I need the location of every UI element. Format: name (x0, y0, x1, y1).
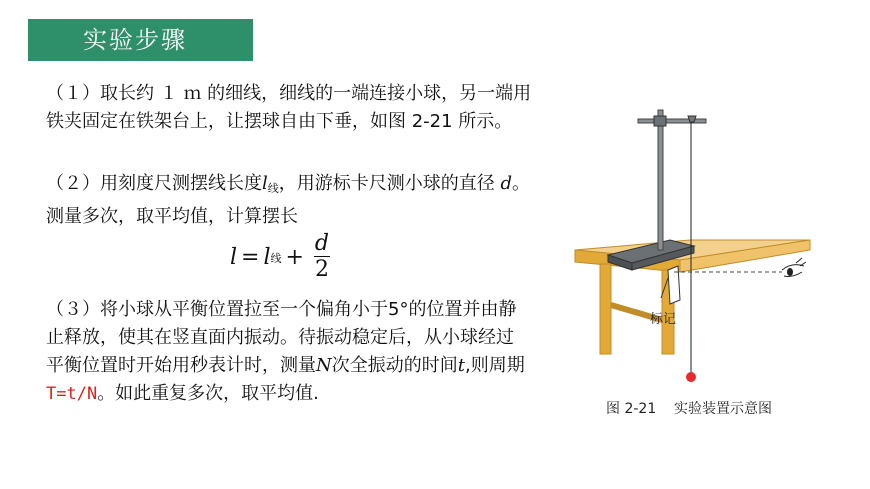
step-3-part-a: （３）将小球从平衡位置拉至一个偏角小于5°的位置并由静止释放，使其在竖直面内振动。待振动稳定后，从小球经过平衡位置时开始用秒表计时，测量 (46, 299, 517, 376)
eye-icon (782, 258, 806, 277)
step-3-text (46, 296, 526, 408)
stand-arm (638, 119, 706, 123)
formula-equals: = (241, 245, 260, 270)
formula-plus: + (285, 245, 304, 270)
table-leg-left (600, 264, 611, 354)
step-3-part-c: ,则周期 (464, 355, 525, 376)
formula-denominator: 2 (314, 257, 329, 282)
step-1-text: （１）取长约 １ ｍ 的细线，细线的一端连接小球，另一端用铁夹固定在铁架台上，让摆球自由下垂，如图 2-21 所示。 (46, 83, 532, 132)
formula-lhs: l (230, 245, 238, 270)
section-title: 实验步骤 (83, 26, 187, 54)
stand-rod (658, 110, 663, 250)
step-2-part-a: （２）用刻度尺测摆线长度 (46, 173, 262, 194)
mark-label: 标记 (650, 312, 677, 327)
pendulum-apparatus-figure (570, 100, 820, 400)
figure-caption: 图 2-21 实验装置示意图 (606, 401, 773, 417)
step-2-text (46, 170, 546, 231)
step-3-period-formula: T=t/N (46, 384, 98, 404)
formula-fraction (314, 232, 330, 283)
step-3-part-d: 。如此重复多次，取平均值. (97, 383, 319, 404)
section-header (28, 19, 253, 61)
step-3-t-var: t (457, 355, 465, 376)
step-2-part-b: ，用游标卡尺测小球的直径 (278, 173, 501, 194)
step-3-part-b: 次全振动的时间 (331, 355, 458, 376)
pendulum-length-formula (230, 232, 330, 283)
formula-sub: 线 (270, 251, 282, 265)
step-2-length-sub: 线 (267, 182, 279, 195)
step-2-part-c: 。测量多次，取平均值，计算摆长 (46, 173, 531, 227)
step-2-diameter-var: d (500, 173, 513, 194)
formula-numerator: d (314, 231, 330, 256)
thread-clamp (688, 116, 696, 122)
formula-l: l (263, 245, 271, 270)
step-3-N-var: N (316, 355, 332, 376)
pendulum-ball (686, 372, 696, 382)
stand-clamp (654, 116, 666, 126)
step-2-length-var: l (262, 173, 268, 194)
